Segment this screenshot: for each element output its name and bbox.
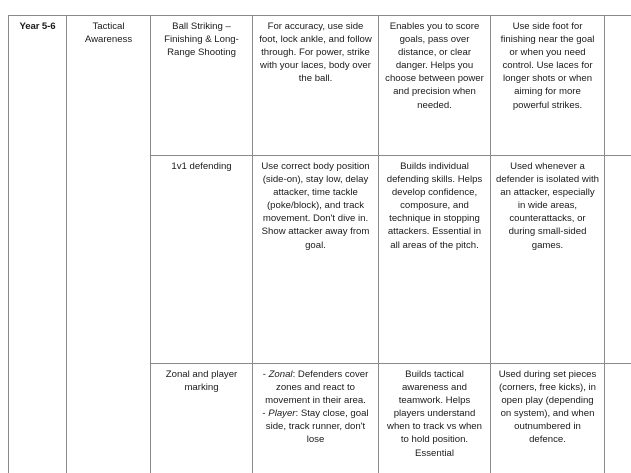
how-zonal-text: : Defenders cover zones and react to movement in their area. <box>265 369 369 407</box>
table-row <box>9 16 631 156</box>
curriculum-table <box>8 15 631 473</box>
how-cell <box>253 364 379 473</box>
why-cell: Builds tactical awareness and teamwork. Helps players understand when to track vs when to hold position. Essential <box>379 364 491 473</box>
when-cell: Used during set pieces (corners, free kicks), in open play (depending on system), and when outnumbered in defence. <box>491 364 605 473</box>
skill-cell: 1v1 defending <box>151 156 253 364</box>
how-cell: Use correct body position (side-on), stay low, delay attacker, time tackle (poke/block), and track movement. Don't dive in. Show attacker away from goal. <box>253 156 379 364</box>
extra-cell <box>605 364 631 473</box>
how-player-term: Player <box>268 408 296 420</box>
when-cell: Used whenever a defender is isolated with an attacker, especially in wide areas, counterattacks, or during small-sided games. <box>491 156 605 364</box>
how-zonal-prefix: - <box>262 369 269 380</box>
how-player-prefix: - <box>262 408 269 420</box>
extra-cell <box>605 156 631 364</box>
year-band-cell <box>9 16 67 473</box>
how-player-text: : Stay close, goal side, track runner, don't lose <box>265 408 369 446</box>
how-cell: For accuracy, use side foot, lock ankle, and follow through. For power, strike with your laces, body over the ball. <box>253 16 379 156</box>
why-cell: Builds individual defending skills. Helps develop confidence, composure, and technique in stopping attackers. Essential in all areas of the pitch. <box>379 156 491 364</box>
strand-label: Tactical Awareness <box>84 21 133 46</box>
curriculum-table-container <box>8 15 631 473</box>
how-zonal-term: Zonal <box>268 369 293 380</box>
extra-cell <box>605 16 631 156</box>
skill-cell: Ball Striking – Finishing & Long-Range Shooting <box>151 16 253 156</box>
why-cell: Enables you to score goals, pass over distance, or clear danger. Helps you choose between power and precision when needed. <box>379 16 491 156</box>
skill-cell: Zonal and player marking <box>151 364 253 473</box>
when-cell: Use side foot for finishing near the goal or when you need control. Use laces for longer shots or when aiming for more powerful strikes. <box>491 16 605 156</box>
strand-cell <box>67 16 151 473</box>
year-band-label: Year 5-6 <box>19 21 56 32</box>
